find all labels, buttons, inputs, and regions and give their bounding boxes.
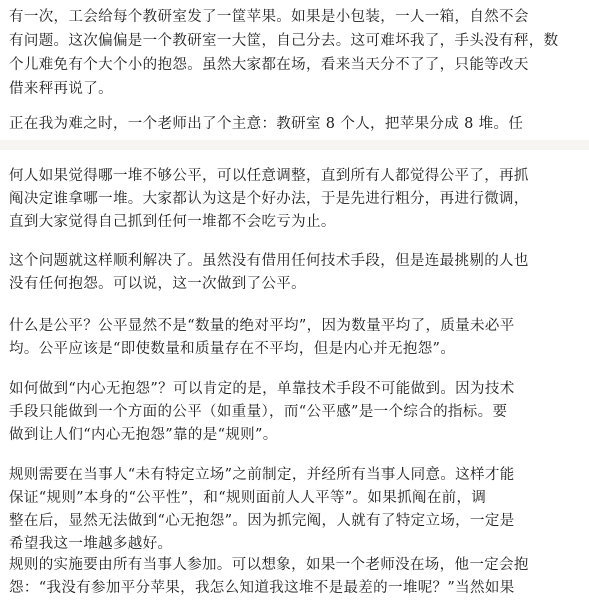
text-line: 这个问题就这样顺利解决了。虽然没有借用任何技术手段，但是连最挑剔的人也 — [9, 253, 529, 269]
text-panel-top — [0, 0, 589, 140]
text-line: 正在我为难之时，一个老师出了个主意：教研室 8 个人，把苹果分成 8 堆。任 — [9, 116, 524, 132]
text-line: 怨：“我没有参加平分苹果，我怎么知道我这堆不是最差的一堆呢？”当然如果 — [9, 580, 515, 596]
text-line: 什么是公平？公平显然不是“数量的绝对平均”，因为数量平均了，质量未必平 — [9, 318, 515, 334]
text-line: 有一次，工会给每个教研室发了一筐苹果。如果是小包装，一人一箱，自然不会 — [9, 9, 529, 25]
text-line: 没有任何抱怨。可以说，这一次做到了公平。 — [9, 276, 306, 292]
text-line: 希望我这一堆越多越好。 — [9, 536, 173, 552]
text-line: 整在后，显然无法做到“心无抱怨”。因为抓完阄，人就有了特定立场，一定是 — [9, 513, 515, 529]
text-panel-bottom — [0, 150, 589, 603]
text-line: 做到让人们“内心无抱怨”靠的是“规则”。 — [9, 427, 278, 443]
text-line: 规则需要在当事人“未有特定立场”之前制定，并经所有当事人同意。这样才能 — [9, 467, 515, 483]
text-line: 规则的实施要由所有当事人参加。可以想象，如果一个老师没在场，他一定会抱 — [9, 557, 529, 573]
text-line: 保证“规则”本身的“公平性”，和“规则面前人人平等”。如果抓阄在前，调 — [9, 490, 487, 506]
text-line: 如何做到“内心无抱怨”？可以肯定的是，单靠技术手段不可能做到。因为技术 — [9, 381, 515, 397]
text-line: 何人如果觉得哪一堆不够公平，可以任意调整，直到所有人都觉得公平了，再抓 — [9, 168, 529, 184]
text-line: 有问题。这次偏偏是一个教研室一大筐，自己分去。这可难坏我了，手头没有秤，数 — [9, 33, 559, 49]
text-line: 手段只能做到一个方面的公平（如重量），而“公平感”是一个综合的指标。要 — [9, 404, 508, 420]
text-line: 个儿难免有个大个小的抱怨。虽然大家都在场，看来当天分不了了，只能等改天 — [9, 57, 529, 73]
text-line: 均。公平应该是“即使数量和质量存在不平均，但是内心并无抱怨”。 — [9, 341, 456, 357]
text-line: 借来秤再说了。 — [9, 81, 113, 97]
text-line: 直到大家觉得自己抓到任何一堆都不会吃亏为止。 — [9, 214, 336, 230]
text-line: 阄决定谁拿哪一堆。大家都认为这是个好办法，于是先进行粗分，再进行微调， — [9, 191, 529, 207]
